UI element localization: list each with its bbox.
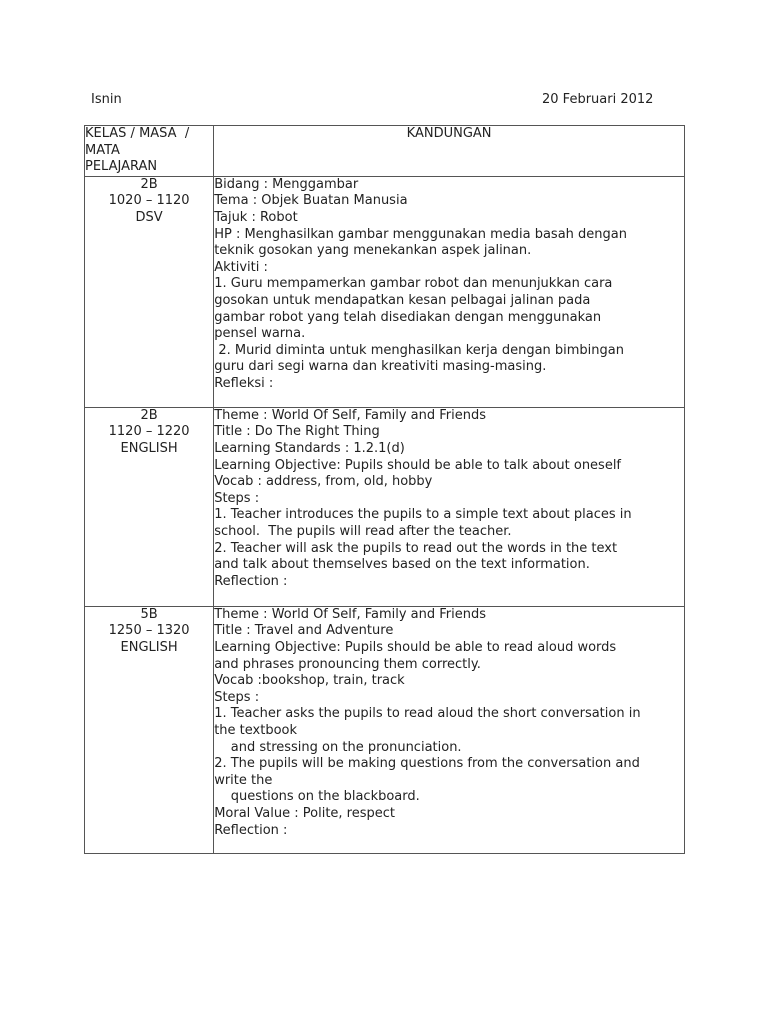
content-line: guru dari segi warna dan kreativiti masing-masing. <box>214 359 547 375</box>
content-header: KANDUNGAN <box>214 126 685 177</box>
content-line: the textbook <box>214 722 298 738</box>
content-line: Bidang : Menggambar <box>214 176 359 192</box>
content-line: Tajuk : Robot <box>214 209 298 225</box>
content-line: Theme : World Of Self, Family and Friends <box>214 606 487 622</box>
content-line: and stressing on the pronunciation. <box>214 739 462 755</box>
content-line: gambar robot yang telah disediakan dengan menggunakan <box>214 309 602 325</box>
class-label: 5B <box>140 606 158 622</box>
date-label: 20 Februari 2012 <box>542 92 654 107</box>
content-line: and talk about themselves based on the text information. <box>214 557 590 573</box>
content-line: teknik gosokan yang menekankan aspek jalinan. <box>214 243 532 259</box>
content-line: Aktiviti : <box>214 259 268 275</box>
time-label: 1120 – 1220 <box>108 424 190 440</box>
subject-label: ENGLISH <box>120 440 178 456</box>
table-row <box>85 176 685 407</box>
content-line: school. The pupils will read after the teacher. <box>214 523 512 539</box>
content-line: Refleksi : <box>214 375 274 391</box>
content-line: 1. Teacher asks the pupils to read aloud the short conversation in <box>214 706 641 722</box>
content-line: Steps : <box>214 490 260 506</box>
header-line: MATA <box>85 142 120 158</box>
content-line: Reflection : <box>214 822 288 838</box>
content-line: write the <box>214 772 273 788</box>
class-time-cell <box>85 606 214 853</box>
class-time-cell <box>85 176 214 407</box>
day-label: Isnin <box>91 92 122 107</box>
subject-label: DSV <box>135 209 163 225</box>
content-line: questions on the blackboard. <box>214 789 420 805</box>
content-cell <box>214 407 685 606</box>
content-line: 2. Teacher will ask the pupils to read out the words in the text <box>214 540 618 556</box>
time-label: 1250 – 1320 <box>108 623 190 639</box>
content-cell <box>214 176 685 407</box>
table-row <box>85 407 685 606</box>
content-line: HP : Menghasilkan gambar menggunakan media basah dengan <box>214 226 627 242</box>
header-line: KELAS / MASA / <box>85 126 190 141</box>
content-line: 1. Teacher introduces the pupils to a simple text about places in <box>214 507 632 523</box>
content-line: Title : Do The Right Thing <box>214 424 380 440</box>
content-line: Vocab : address, from, old, hobby <box>214 474 433 490</box>
content-line: gosokan untuk mendapatkan kesan pelbagai jalinan pada <box>214 292 591 308</box>
content-line: Moral Value : Polite, respect <box>214 805 396 821</box>
content-line: and phrases pronouncing them correctly. <box>214 656 481 672</box>
content-line: Steps : <box>214 689 260 705</box>
content-line: Tema : Objek Buatan Manusia <box>214 193 408 209</box>
header-line: PELAJARAN <box>85 159 158 175</box>
content-line: Vocab :bookshop, train, track <box>214 673 405 689</box>
content-line: pensel warna. <box>214 326 306 342</box>
content-line: 2. Murid diminta untuk menghasilkan kerja dengan bimbingan <box>214 342 624 358</box>
class-time-cell <box>85 407 214 606</box>
lesson-plan-table <box>84 125 685 854</box>
content-line: Learning Objective: Pupils should be able to read aloud words <box>214 639 617 655</box>
content-line: Learning Standards : 1.2.1(d) <box>214 440 405 456</box>
content-line: Learning Objective: Pupils should be able to talk about oneself <box>214 457 622 473</box>
content-line: Title : Travel and Adventure <box>214 623 394 639</box>
class-time-subject-header <box>85 126 214 177</box>
class-label: 2B <box>140 407 158 423</box>
content-cell <box>214 606 685 853</box>
time-label: 1020 – 1120 <box>108 193 190 209</box>
table-header-row <box>85 126 685 177</box>
subject-label: ENGLISH <box>120 639 178 655</box>
content-line: 2. The pupils will be making questions from the conversation and <box>214 756 640 772</box>
class-label: 2B <box>140 176 158 192</box>
content-line: 1. Guru mempamerkan gambar robot dan menunjukkan cara <box>214 276 613 292</box>
content-line: Reflection : <box>214 573 288 589</box>
content-line: Theme : World Of Self, Family and Friends <box>214 407 487 423</box>
table-row <box>85 606 685 853</box>
